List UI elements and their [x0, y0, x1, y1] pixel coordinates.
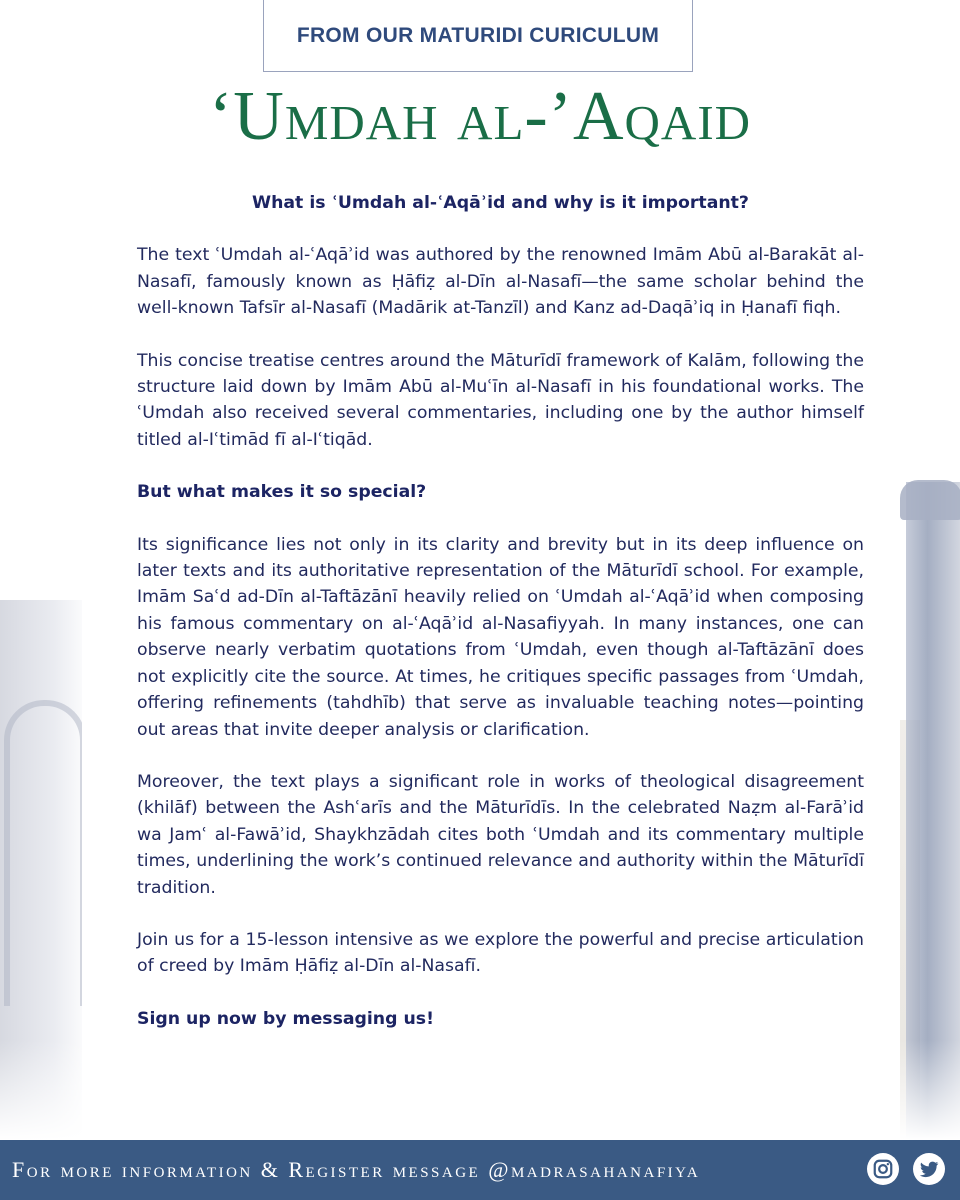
background-minaret-cap	[900, 480, 960, 520]
footer-bar	[0, 1140, 960, 1200]
twitter-icon[interactable]	[913, 1153, 945, 1185]
question-heading: What is ʿUmdah al-ʿAqāʾid and why is it important?	[252, 193, 749, 213]
paragraph-invitation: Join us for a 15-lesson intensive as we explore the powerful and precise articulation of creed by Imām Ḥāfiẓ al-Dīn al-Nasafī.	[137, 929, 864, 977]
curriculum-header-label: FROM OUR MATURIDI CURICULUM	[296, 23, 660, 47]
article-body	[137, 190, 864, 1032]
signup-cta: Sign up now by messaging us!	[137, 1008, 434, 1029]
footer-info-text: For more information & Register message @madrasahanafiya	[12, 1157, 701, 1182]
paragraph-treatise: This concise treatise centres around the Māturīdī framework of Kalām, following the structure laid down by Imām Abū al-Muʿīn al-Nasafī in his foundational works. The ʿUmdah also received several commentaries, including one by the author himself titled al-Iʿtimād fī al-Iʿtiqād.	[137, 350, 864, 450]
paragraph-significance: Its significance lies not only in its clarity and brevity but in its deep influence on later texts and its authoritative representation of the Māturīdī school. For example, Imām Saʿd ad-Dīn al-Taftāzānī heavily relied on ʿUmdah al-ʿAqāʾid when composing his famous commentary on al-ʿAqāʾid al-Nasafiyyah. In many instances, one can observe nearly verbatim quotations from ʿUmdah, even though al-Taftāzānī does not explicitly cite the source. At times, he critiques specific passages from ʿUmdah, offering refinements (tahdhīb) that serve as invaluable teaching notes—pointing out areas that invite deeper analysis or clarification.	[137, 534, 864, 740]
instagram-icon[interactable]	[867, 1153, 899, 1185]
paragraph-authorship: The text ʿUmdah al-ʿAqāʾid was authored by the renowned Imām Abū al-Barakāt al-Nasafī, famously known as Ḥāfiẓ al-Dīn al-Nasafī—the same scholar behind the well-known Tafsīr al-Nasafī (Madārik at-Tanzīl) and Kanz ad-Daqāʾiq in Ḥanafī fiqh.	[137, 245, 864, 319]
background-arch-left	[4, 700, 86, 1006]
page-title: ‘Umdah al-’Aqaid	[208, 78, 752, 155]
special-heading: But what makes it so special?	[137, 482, 427, 503]
paragraph-khilaf: Moreover, the text plays a significant role in works of theological disagreement (khilāf) between the Ashʿarīs and the Māturīdīs. In the celebrated Naẓm al-Farāʾid wa Jamʿ al-Fawāʾid, Shaykhzādah cites both ʿUmdah and its commentary multiple times, underlining the work’s continued relevance and authority within the Māturīdī tradition.	[137, 771, 864, 898]
curriculum-header-box	[263, 0, 693, 72]
